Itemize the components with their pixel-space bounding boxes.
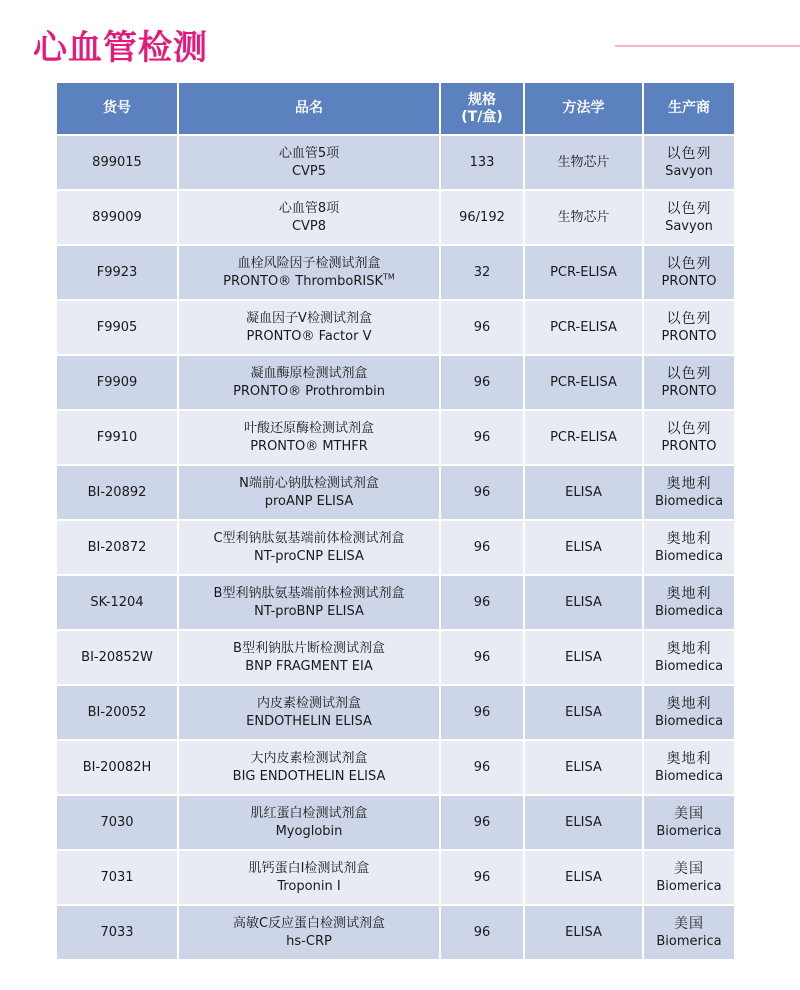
cell-catalog-no: 7030 [57, 796, 177, 849]
header-manufacturer: 生产商 [644, 83, 734, 134]
header-catalog-no: 货号 [57, 83, 177, 134]
manufacturer-country: 奥地利 [666, 640, 712, 657]
product-name-cn: 心血管8项 [278, 200, 340, 216]
manufacturer-name: Biomedica [654, 493, 724, 509]
product-name-en: PRONTO® Factor V [246, 328, 372, 344]
cell-catalog-no: BI-20082H [57, 741, 177, 794]
manufacturer-name: Biomerica [656, 823, 722, 839]
manufacturer-name: PRONTO [661, 273, 717, 289]
product-name-en-wrap [179, 768, 439, 786]
cell-product-name [179, 411, 439, 464]
table-row [57, 521, 734, 574]
cell-product-name [179, 686, 439, 739]
header-spec-line1: 规格 [468, 91, 496, 108]
cell-product-name [179, 521, 439, 574]
cell-catalog-no: SK-1204 [57, 576, 177, 629]
product-name-cn: 凝血因子V检测试剂盒 [246, 310, 372, 326]
cell-method: 生物芯片 [525, 191, 642, 244]
cell-spec: 96 [441, 301, 523, 354]
cell-method: ELISA [525, 796, 642, 849]
cell-spec: 96 [441, 851, 523, 904]
cell-spec: 96/192 [441, 191, 523, 244]
table-row [57, 576, 734, 629]
table-row [57, 466, 734, 519]
cell-spec: 96 [441, 741, 523, 794]
manufacturer-country: 奥地利 [666, 750, 712, 767]
cell-product-name [179, 301, 439, 354]
product-name-cn: 血栓风险因子检测试剂盒 [237, 255, 381, 271]
cell-method: ELISA [525, 851, 642, 904]
product-name-en: Myoglobin [275, 823, 343, 839]
manufacturer-name: Biomedica [654, 548, 724, 564]
table-row [57, 686, 734, 739]
title-accent-line [615, 45, 800, 47]
product-name-en: ENDOTHELIN ELISA [246, 713, 372, 729]
product-name-en: NT-proBNP ELISA [254, 603, 364, 619]
cell-catalog-no: 7033 [57, 906, 177, 959]
product-name-cn: 叶酸还原酶检测试剂盒 [243, 420, 374, 436]
cell-spec: 96 [441, 906, 523, 959]
product-name-cn: B型利钠肽氨基端前体检测试剂盒 [213, 585, 405, 601]
table-row [57, 356, 734, 409]
cell-manufacturer [644, 356, 734, 409]
product-name-en-wrap [179, 823, 439, 841]
header-spec-line2: (T/盒) [461, 108, 503, 125]
manufacturer-country: 奥地利 [666, 475, 712, 492]
cell-method: PCR-ELISA [525, 246, 642, 299]
cell-spec: 32 [441, 246, 523, 299]
product-name-en-wrap [179, 658, 439, 676]
cell-product-name [179, 356, 439, 409]
manufacturer-name: Biomedica [654, 713, 724, 729]
manufacturer-country: 奥地利 [666, 530, 712, 547]
cell-method: PCR-ELISA [525, 356, 642, 409]
table-row [57, 411, 734, 464]
table-row [57, 246, 734, 299]
cell-manufacturer [644, 576, 734, 629]
product-name-en: Troponin I [277, 878, 341, 894]
cell-manufacturer [644, 246, 734, 299]
cell-manufacturer [644, 796, 734, 849]
product-name-en: CVP5 [291, 163, 327, 179]
table-row [57, 741, 734, 794]
product-name-en-wrap [179, 933, 439, 951]
product-name-cn: 心血管5项 [278, 145, 340, 161]
manufacturer-name: PRONTO [661, 383, 717, 399]
table-row [57, 191, 734, 244]
cell-spec: 96 [441, 411, 523, 464]
product-name-en: PRONTO® ThromboRISK [223, 273, 384, 289]
product-name-en: BIG ENDOTHELIN ELISA [232, 768, 386, 784]
manufacturer-name: Biomedica [654, 658, 724, 674]
trademark-sup: TM [383, 272, 395, 282]
cell-method: ELISA [525, 631, 642, 684]
manufacturer-name: Biomerica [656, 878, 722, 894]
cell-product-name [179, 631, 439, 684]
manufacturer-country: 以色列 [666, 420, 712, 437]
header-product-name: 品名 [179, 83, 439, 134]
cell-spec: 96 [441, 796, 523, 849]
manufacturer-name: Savyon [665, 218, 713, 234]
manufacturer-name: PRONTO [661, 328, 717, 344]
product-name-cn: 肌钙蛋白Ⅰ检测试剂盒 [248, 860, 370, 876]
manufacturer-country: 以色列 [666, 255, 712, 272]
product-name-en-wrap [179, 438, 439, 456]
cell-method: ELISA [525, 466, 642, 519]
table-row [57, 851, 734, 904]
cell-manufacturer [644, 631, 734, 684]
product-name-cn: C型利钠肽氨基端前体检测试剂盒 [213, 530, 405, 546]
cell-catalog-no: BI-20892 [57, 466, 177, 519]
product-name-en: proANP ELISA [264, 493, 354, 509]
cell-product-name [179, 246, 439, 299]
product-name-en: PRONTO® Prothrombin [233, 383, 385, 399]
cell-product-name [179, 576, 439, 629]
product-name-en-wrap [179, 548, 439, 566]
manufacturer-country: 以色列 [666, 200, 712, 217]
manufacturer-country: 美国 [674, 860, 704, 877]
page-title: 心血管检测 [33, 28, 208, 68]
cell-method: PCR-ELISA [525, 411, 642, 464]
cell-manufacturer [644, 741, 734, 794]
cell-spec: 96 [441, 466, 523, 519]
product-name-en-wrap [179, 218, 439, 236]
cell-method: 生物芯片 [525, 136, 642, 189]
cell-manufacturer [644, 466, 734, 519]
manufacturer-name: Biomedica [654, 603, 724, 619]
product-name-cn: 高敏C反应蛋白检测试剂盒 [232, 915, 386, 931]
manufacturer-country: 奥地利 [666, 585, 712, 602]
header-method: 方法学 [525, 83, 642, 134]
cell-product-name [179, 741, 439, 794]
product-name-en-wrap [179, 713, 439, 731]
cell-spec: 133 [441, 136, 523, 189]
product-name-en-wrap [179, 603, 439, 621]
cell-catalog-no: BI-20872 [57, 521, 177, 574]
cell-product-name [179, 191, 439, 244]
product-name-en-wrap [179, 383, 439, 401]
cell-catalog-no: F9905 [57, 301, 177, 354]
cell-catalog-no: F9910 [57, 411, 177, 464]
product-name-en: BNP FRAGMENT EIA [245, 658, 373, 674]
cell-product-name [179, 906, 439, 959]
cell-method: ELISA [525, 576, 642, 629]
product-name-en: hs-CRP [286, 933, 332, 949]
cell-catalog-no: 899009 [57, 191, 177, 244]
cell-spec: 96 [441, 521, 523, 574]
cell-catalog-no: 899015 [57, 136, 177, 189]
table-body [57, 136, 734, 959]
cell-spec: 96 [441, 686, 523, 739]
manufacturer-country: 美国 [674, 915, 704, 932]
table-row [57, 906, 734, 959]
cell-manufacturer [644, 686, 734, 739]
product-table [55, 81, 736, 961]
manufacturer-country: 以色列 [666, 310, 712, 327]
manufacturer-name: Biomerica [656, 933, 722, 949]
cell-product-name [179, 851, 439, 904]
cell-method: PCR-ELISA [525, 301, 642, 354]
cell-spec: 96 [441, 356, 523, 409]
cell-catalog-no: BI-20052 [57, 686, 177, 739]
cell-catalog-no: F9923 [57, 246, 177, 299]
manufacturer-country: 美国 [674, 805, 704, 822]
product-name-cn: N端前心钠肽检测试剂盒 [239, 475, 379, 491]
cell-product-name [179, 796, 439, 849]
product-name-cn: B型利钠肽片断检测试剂盒 [233, 640, 385, 656]
table-row [57, 631, 734, 684]
product-name-en: PRONTO® MTHFR [250, 438, 368, 454]
manufacturer-country: 以色列 [666, 365, 712, 382]
cell-catalog-no: 7031 [57, 851, 177, 904]
cell-catalog-no: F9909 [57, 356, 177, 409]
cell-manufacturer [644, 411, 734, 464]
table-row [57, 136, 734, 189]
product-name-cn: 肌红蛋白检测试剂盒 [250, 805, 368, 821]
manufacturer-country: 以色列 [666, 145, 712, 162]
cell-spec: 96 [441, 576, 523, 629]
cell-manufacturer [644, 906, 734, 959]
cell-method: ELISA [525, 521, 642, 574]
cell-method: ELISA [525, 906, 642, 959]
cell-manufacturer [644, 191, 734, 244]
manufacturer-country: 奥地利 [666, 695, 712, 712]
product-name-cn: 凝血酶原检测试剂盒 [250, 365, 368, 381]
table-header-row [57, 83, 734, 134]
product-name-cn: 大内皮素检测试剂盒 [250, 750, 368, 766]
cell-product-name [179, 466, 439, 519]
manufacturer-name: Savyon [665, 163, 713, 179]
cell-manufacturer [644, 851, 734, 904]
manufacturer-name: Biomedica [654, 768, 724, 784]
product-name-en-wrap [179, 878, 439, 896]
product-name-en-wrap [179, 328, 439, 346]
manufacturer-name: PRONTO [661, 438, 717, 454]
product-name-en: NT-proCNP ELISA [254, 548, 364, 564]
cell-manufacturer [644, 301, 734, 354]
table-row [57, 796, 734, 849]
cell-product-name [179, 136, 439, 189]
header-spec [441, 83, 523, 134]
cell-catalog-no: BI-20852W [57, 631, 177, 684]
cell-manufacturer [644, 136, 734, 189]
product-name-en: CVP8 [291, 218, 327, 234]
cell-method: ELISA [525, 741, 642, 794]
cell-method: ELISA [525, 686, 642, 739]
product-name-en-wrap [179, 273, 439, 291]
cell-spec: 96 [441, 631, 523, 684]
product-name-cn: 内皮素检测试剂盒 [256, 695, 361, 711]
product-name-en-wrap [179, 163, 439, 181]
product-name-en-wrap [179, 493, 439, 511]
cell-manufacturer [644, 521, 734, 574]
table-row [57, 301, 734, 354]
